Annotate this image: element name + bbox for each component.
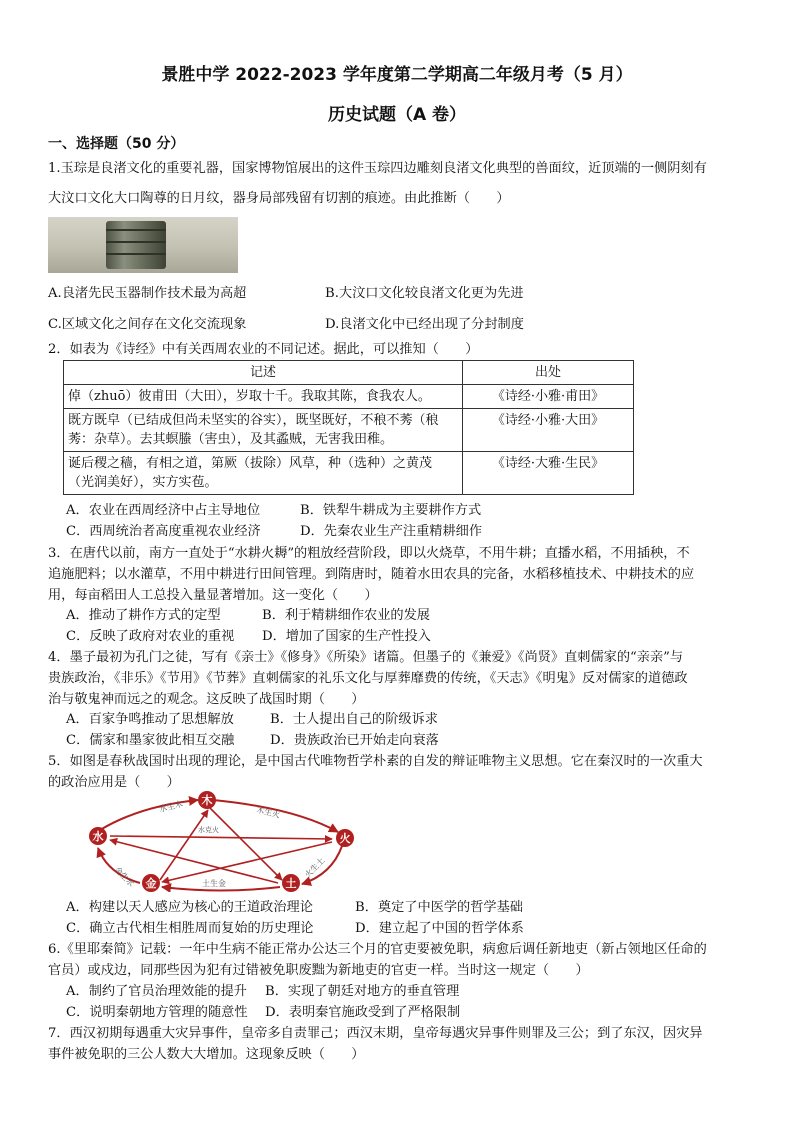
table-cell-record: 诞后稷之穑，有相之道，第厥（拔除）风草，种（选种）之黄茂 （光润美好），实方实苞。 — [64, 452, 463, 495]
node-fire — [336, 829, 354, 847]
label-fire-earth: 火生土 — [303, 856, 327, 880]
q4-stem-line1: 4．墨子最初为孔门之徒，写有《亲士》《修身》《所染》诸篇。但墨子的《兼爱》《尚贤》直刺儒家的“亲亲”与 — [48, 650, 684, 665]
q5-stem-line1: 5．如图是春秋战国时出现的理论，是中国古代唯物哲学朴素的自发的辩证唯物主义思想。它在秦汉时的一次重大 — [48, 754, 703, 769]
q2-stem: 2．如表为《诗经》中有关西周农业的不同记述。据此，可以推知（ ） — [48, 342, 479, 357]
table-header-record: 记述 — [64, 361, 463, 385]
label-metal-water: 金生水 — [112, 865, 136, 889]
q6-stem-line1: 6.《里耶秦简》记载：一年中生病不能正常办公达三个月的官吏要被免职，病愈后调任新地吏（新占领地区任命的 — [48, 942, 707, 957]
q2-table — [63, 360, 634, 495]
label-wood-fire: 木生火 — [255, 805, 281, 820]
q5-option-c: C．确立古代相生相胜周而复始的历史理论 — [66, 921, 314, 936]
node-wood — [198, 791, 216, 809]
q7-stem-line2: 事件被免职的三公人数大大增加。这现象反映（ ） — [48, 1047, 365, 1062]
q1-option-a: A.良渚先民玉器制作技术最为高超 — [48, 286, 247, 301]
table-row — [64, 452, 634, 495]
table-cell-record: 倬（zhuō）彼甫田（大田），岁取十千。我取其陈，食我农人。 — [64, 385, 463, 409]
q2-option-d: D．先秦农业生产注重精耕细作 — [300, 524, 483, 539]
table-row — [64, 409, 634, 452]
line-wood-earth — [210, 808, 282, 880]
jade-cong-photo — [48, 217, 238, 273]
q1-option-c: C.区域文化之间存在文化交流现象 — [48, 317, 247, 332]
q4-option-a: A．百家争鸣推动了思想解放 — [66, 712, 234, 727]
q1-stem-line2: 大汶口文化大口陶尊的日月纹，器身局部残留有切割的痕迹。由此推断（ ） — [48, 191, 510, 206]
q7-stem-line1: 7．西汉初期每遇重大灾异事件，皇帝多自责罪己；西汉末期，皇帝每遇灾异事件则罪及三公；到了东汉，因灾异 — [48, 1026, 703, 1041]
line-metal-wood — [160, 810, 208, 880]
label-water-fire: 水克火 — [198, 826, 219, 834]
table-cell-source: 《诗经·小雅·大田》 — [463, 409, 634, 452]
line-water-fire — [110, 836, 332, 839]
node-metal — [142, 874, 160, 892]
node-wood-label: 木 — [201, 794, 213, 807]
five-elements-diagram — [70, 790, 360, 892]
q2-option-c: C．西周统治者高度重视农业经济 — [66, 524, 261, 539]
q5-option-a: A．构建以天人感应为核心的王道政治理论 — [66, 900, 313, 915]
q1-option-b: B.大汶口文化较良渚文化更为先进 — [325, 286, 524, 301]
exam-subtitle: 历史试题（A 卷） — [327, 105, 467, 125]
jade-cong-shape — [106, 221, 166, 269]
table-header-row — [64, 361, 634, 385]
q6-option-a: A．制约了官员治理效能的提升 — [66, 984, 247, 999]
q3-stem-line2: 追施肥料；以水灌草，不用中耕进行田间管理。到隋唐时，随着水田农具的完备，水稻移植技术、中耕技术的应 — [48, 567, 695, 582]
table-row — [64, 385, 634, 409]
q6-option-c: C．说明秦朝地方管理的随意性 — [66, 1005, 248, 1020]
q4-option-c: C．儒家和墨家彼此相互交融 — [66, 733, 235, 748]
q2-option-b: B．铁犁牛耕成为主要耕作方式 — [300, 503, 482, 518]
section-heading: 一、选择题（50 分） — [48, 136, 185, 152]
q1-stem-line1: 1.玉琮是良渚文化的重要礼器，国家博物馆展出的这件玉琮四边雕刻良渚文化典型的兽面纹，近顶端的一侧阴刻有 — [48, 161, 707, 176]
q4-stem-line3: 治与敬鬼神而远之的观念。这反映了战国时期（ ） — [48, 692, 365, 707]
q1-option-d: D.良渚文化中已经出现了分封制度 — [325, 317, 524, 332]
q4-option-b: B．士人提出自己的阶级诉求 — [270, 712, 438, 727]
node-earth — [282, 874, 300, 892]
q3-stem-line1: 3．在唐代以前，南方一直处于“水耕火耨”的粗放经营阶段，即以火烧草，不用牛耕；直播水稻，不用插秧，不 — [48, 546, 690, 561]
table-cell-source: 《诗经·大雅·生民》 — [463, 452, 634, 495]
q6-option-d: D．表明秦官施政受到了严格限制 — [265, 1005, 461, 1020]
label-earth-metal: 土生金 — [202, 879, 226, 888]
q3-option-b: B．利于精耕细作农业的发展 — [262, 608, 430, 623]
q3-option-d: D．增加了国家的生产性投入 — [262, 629, 431, 644]
q3-stem-line3: 用，每亩稻田人工总投入量显著增加。这一变化（ ） — [48, 588, 378, 603]
q5-option-d: D．建立起了中国的哲学体系 — [355, 921, 524, 936]
table-header-source: 出处 — [463, 361, 634, 385]
table-cell-source: 《诗经·小雅·甫田》 — [463, 385, 634, 409]
line-earth-water — [110, 840, 278, 883]
arc-water-wood — [100, 800, 198, 830]
q6-stem-line2: 官员）或戍边，同那些因为犯有过错被免职废黜为新地吏的官吏一样。当时这一规定（ ） — [48, 963, 589, 978]
q3-option-c: C．反映了政府对农业的重视 — [66, 629, 235, 644]
q3-option-a: A．推动了耕作方式的定型 — [66, 608, 221, 623]
node-fire-label: 火 — [339, 832, 351, 845]
node-water-label: 水 — [92, 830, 104, 843]
label-water-wood: 水生木 — [158, 799, 184, 814]
q4-stem-line2: 贵族政治，《非乐》《节用》《节葬》直刺儒家的礼乐文化与厚葬靡费的传统，《天志》《明鬼》反对儒家的道德政 — [48, 671, 688, 686]
q6-option-b: B．实现了朝廷对地方的垂直管理 — [265, 984, 460, 999]
q2-option-a: A．农业在西周经济中占主导地位 — [66, 503, 261, 518]
q5-stem-line2: 的政治应用是（ ） — [48, 775, 180, 790]
node-metal-label: 金 — [145, 877, 157, 890]
q4-option-d: D．贵族政治已开始走向衰落 — [270, 733, 439, 748]
exam-title: 景胜中学 2022-2023 学年度第二学期高二年级月考（5 月） — [161, 65, 633, 85]
table-cell-record: 既方既皁（已结成但尚未坚实的谷实），既坚既好，不稂不莠（稂 莠：杂草）。去其螟螣（害虫），及其蟊贼，无害我田稚。 — [64, 409, 463, 452]
q5-option-b: B．奠定了中医学的哲学基础 — [355, 900, 523, 915]
node-earth-label: 土 — [285, 877, 297, 890]
node-water — [89, 827, 107, 845]
